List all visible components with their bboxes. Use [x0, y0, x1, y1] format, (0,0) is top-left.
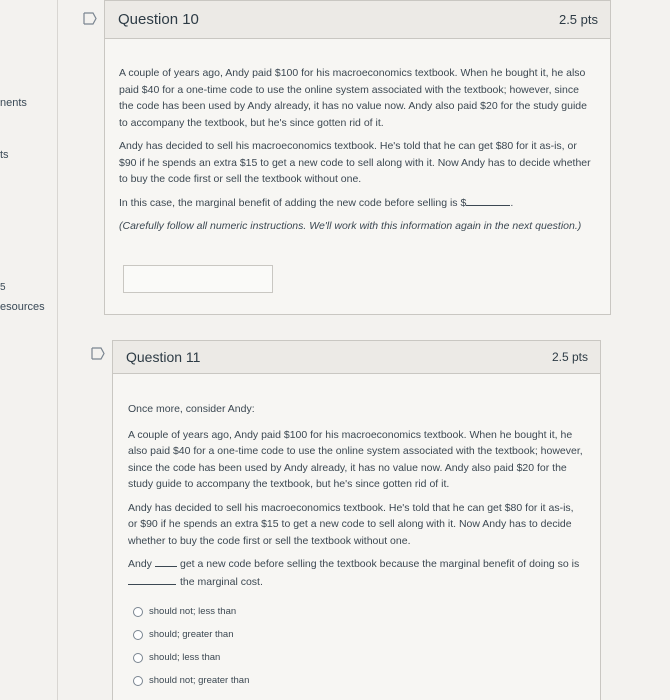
radio-button[interactable] [133, 630, 143, 640]
statement-text-2: the marginal cost. [180, 576, 263, 588]
question-paragraph: A couple of years ago, Andy paid $100 for his macroeconomics textbook. When he bought it, he also paid $40 for a one-time code to use the online system associated with the textbook; however, since the code has been used by Andy already, it has no value now. Andy also paid $20 for the study guide to accompany the textbook, but he's since gotten rid of it. [119, 67, 587, 129]
flag-question-icon[interactable] [83, 12, 97, 25]
question-points: 2.5 pts [558, 12, 598, 27]
radio-button[interactable] [133, 653, 143, 663]
question-text [113, 401, 600, 590]
question-header [113, 341, 600, 374]
question-card [112, 340, 601, 700]
answer-blank [466, 197, 510, 206]
option-label: should; greater than [149, 629, 234, 640]
question-title: Question 10 [118, 11, 199, 28]
flag-question-icon[interactable] [91, 347, 105, 360]
question-prompt: In this case, the marginal benefit of adding the new code before selling is $ . [119, 196, 514, 209]
question-paragraph: Andy has decided to sell his macroeconomics textbook. He's told that he can get $80 for it as-is, or $90 if he spends an extra $15 to get a new code to sell along with it. Now Andy has to decide whether to buy the code first or sell the textbook without one. [119, 140, 591, 185]
question-intro: Once more, consider Andy: [128, 403, 255, 415]
question-note: (Carefully follow all numeric instructions. We'll work with this information again in the next question.) [119, 220, 582, 232]
answer-option[interactable] [133, 675, 249, 686]
question-paragraph: Andy has decided to sell his macroeconomics textbook. He's told that he can get $80 for it as-is, or $90 if he spends an extra $15 to get a new code to sell along with it. Now Andy has to decide whether to buy the code first or sell the textbook without one. [128, 501, 574, 547]
dropdown-blank-1[interactable] [155, 558, 177, 567]
radio-button[interactable] [133, 676, 143, 686]
question-card [104, 0, 611, 315]
question-header [105, 1, 610, 39]
question-points: 2.5 pts [551, 350, 588, 364]
dropdown-blank-2[interactable] [128, 576, 176, 585]
answer-option[interactable] [133, 606, 236, 617]
sidebar-item-fragment[interactable]: esources [0, 301, 45, 313]
dropdown-statement [128, 556, 585, 572]
answer-option[interactable] [133, 652, 220, 663]
answer-option[interactable] [133, 629, 234, 640]
option-label: should; less than [149, 652, 221, 663]
prompt-text: In this case, the marginal benefit of adding the new code before selling is $ [119, 196, 467, 209]
question-text [105, 65, 610, 242]
question-paragraph: A couple of years ago, Andy paid $100 for his macroeconomics textbook. When he bought it, he also paid $40 for a one-time code to use the online system associated with the textbook; however, since the code has been used by Andy already, it has no value now. Andy also paid $20 for the study guide to accompany the textbook, but he's since gotten rid of it. [128, 428, 583, 490]
dropdown-statement-line2 [128, 574, 585, 590]
sidebar-item-fragment[interactable]: ts [0, 149, 9, 161]
statement-lead: Andy [128, 558, 152, 570]
sidebar-item-fragment[interactable]: 5 [0, 282, 6, 293]
answer-input[interactable] [123, 265, 273, 293]
sidebar-item-fragment[interactable]: nents [0, 97, 27, 109]
question-title: Question 11 [126, 349, 201, 365]
statement-text-1: get a new code before selling the textbook because the marginal benefit of doing so is [180, 558, 580, 570]
option-label: should not; greater than [149, 675, 250, 686]
radio-button[interactable] [133, 607, 143, 617]
option-label: should not; less than [149, 606, 237, 617]
course-nav-sidebar [0, 0, 58, 700]
